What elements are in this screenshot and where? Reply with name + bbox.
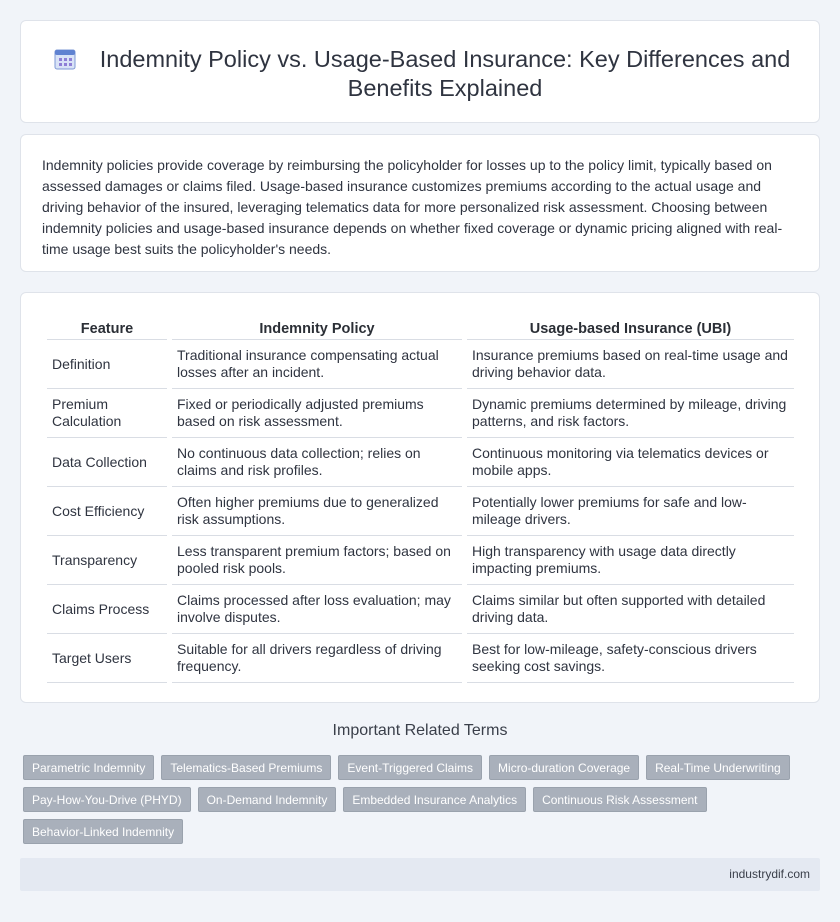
- comparison-table-card: [20, 292, 820, 703]
- related-term-tag[interactable]: Behavior-Linked Indemnity: [23, 819, 183, 844]
- related-term-tag[interactable]: Event-Triggered Claims: [338, 755, 482, 780]
- indemnity-cell: Often higher premiums due to generalized risk assumptions.: [172, 487, 462, 536]
- indemnity-cell: Less transparent premium factors; based on pooled risk pools.: [172, 536, 462, 585]
- table-row: [47, 438, 794, 487]
- feature-cell: Definition: [47, 340, 167, 389]
- related-term-tag[interactable]: Telematics-Based Premiums: [161, 755, 331, 780]
- intro-paragraph: Indemnity policies provide coverage by reimbursing the policyholder for losses up to the policy limit, typically based on assessed damages or claims filed. Usage-based insurance customizes premiums according to the actual usage and driving behavior of the insured, leveraging telematics data for more personalized risk assessment. Choosing between indemnity policies and usage-based insurance depends on whether fixed coverage or dynamic pricing aligned with real-time usage best suits the policyholder's needs.: [42, 157, 783, 257]
- feature-cell: Premium Calculation: [47, 389, 167, 438]
- footer-bar: [20, 858, 820, 891]
- related-term-tag[interactable]: On-Demand Indemnity: [198, 787, 337, 812]
- indemnity-cell: Fixed or periodically adjusted premiums based on risk assessment.: [172, 389, 462, 438]
- header-indemnity: Indemnity Policy: [172, 316, 462, 340]
- comparison-table: [42, 316, 799, 683]
- ubi-cell: Continuous monitoring via telematics devices or mobile apps.: [467, 438, 794, 487]
- table-row: [47, 487, 794, 536]
- table-row: [47, 585, 794, 634]
- related-term-tag[interactable]: Real-Time Underwriting: [646, 755, 790, 780]
- related-term-tag[interactable]: Continuous Risk Assessment: [533, 787, 706, 812]
- table-row: [47, 536, 794, 585]
- ubi-cell: Claims similar but often supported with detailed driving data.: [467, 585, 794, 634]
- related-term-tag[interactable]: Micro-duration Coverage: [489, 755, 639, 780]
- ubi-cell: Best for low-mileage, safety-conscious drivers seeking cost savings.: [467, 634, 794, 683]
- related-term-tag[interactable]: Embedded Insurance Analytics: [343, 787, 526, 812]
- related-term-tag[interactable]: Pay-How-You-Drive (PHYD): [23, 787, 191, 812]
- related-terms-title: Important Related Terms: [332, 722, 508, 739]
- feature-cell: Claims Process: [47, 585, 167, 634]
- page-title: Indemnity Policy vs. Usage-Based Insurance: Key Differences and Benefits Explained: [99, 46, 791, 101]
- title-card: [20, 20, 820, 123]
- feature-cell: Cost Efficiency: [47, 487, 167, 536]
- related-term-tag[interactable]: Parametric Indemnity: [23, 755, 154, 780]
- feature-cell: Target Users: [47, 634, 167, 683]
- table-row: [47, 389, 794, 438]
- ubi-cell: Dynamic premiums determined by mileage, driving patterns, and risk factors.: [467, 389, 794, 438]
- table-row: [47, 634, 794, 683]
- indemnity-cell: Claims processed after loss evaluation; may involve disputes.: [172, 585, 462, 634]
- ubi-cell: High transparency with usage data directly impacting premiums.: [467, 536, 794, 585]
- table-row: [47, 340, 794, 389]
- related-terms-list: [23, 755, 813, 844]
- indemnity-cell: Suitable for all drivers regardless of driving frequency.: [172, 634, 462, 683]
- ubi-cell: Potentially lower premiums for safe and low-mileage drivers.: [467, 487, 794, 536]
- feature-cell: Data Collection: [47, 438, 167, 487]
- feature-cell: Transparency: [47, 536, 167, 585]
- header-ubi: Usage-based Insurance (UBI): [467, 316, 794, 340]
- indemnity-cell: No continuous data collection; relies on claims and risk profiles.: [172, 438, 462, 487]
- table-header-row: [47, 316, 794, 340]
- intro-card: [20, 134, 820, 272]
- ubi-cell: Insurance premiums based on real-time usage and driving behavior data.: [467, 340, 794, 389]
- header-feature: Feature: [47, 316, 167, 340]
- footer-site-link[interactable]: industrydif.com: [729, 867, 810, 881]
- indemnity-cell: Traditional insurance compensating actual losses after an incident.: [172, 340, 462, 389]
